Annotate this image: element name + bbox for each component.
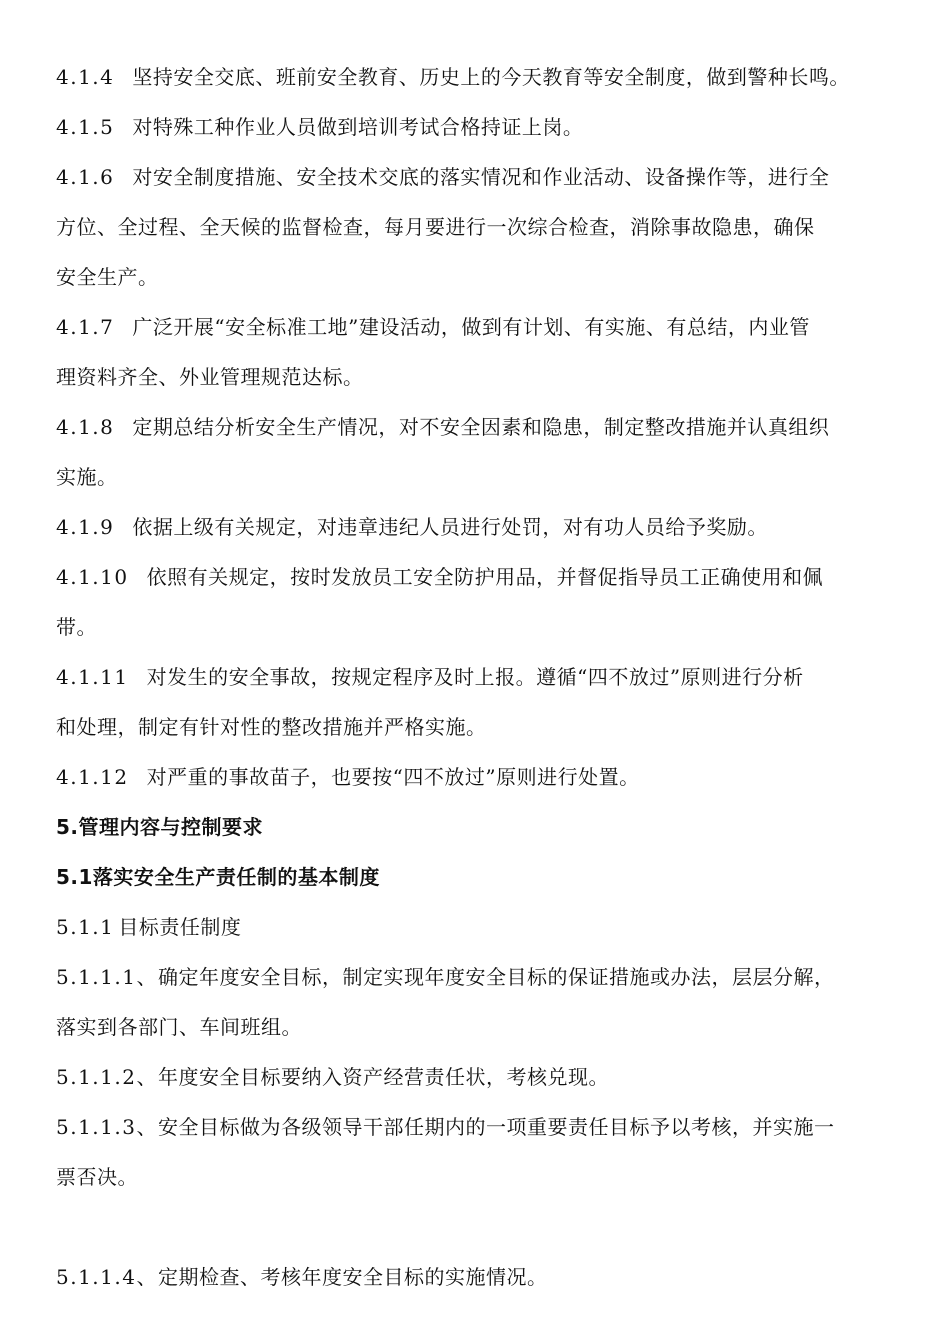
clause-text-continued: 理资料齐全、外业管理规范达标。 (56, 365, 364, 389)
clause-text: 对发生的安全事故，按规定程序及时上报。遵循“四不放过”原则进行分析 (146, 665, 804, 689)
clause-number: 4.1.10 (56, 565, 129, 589)
clause-text-continued: 带。 (56, 615, 97, 639)
item-number: 5.1.1.4、 (56, 1265, 158, 1289)
item-number: 5.1.1.1、 (56, 965, 158, 989)
item-text-continued: 票否决。 (56, 1165, 138, 1189)
clause-text: 广泛开展“安全标准工地”建设活动，做到有计划、有实施、有总结，内业管 (132, 315, 810, 339)
section-heading-5-1: 5.1落实安全生产责任制的基本制度 (56, 865, 380, 889)
clause-text: 对安全制度措施、安全技术交底的落实情况和作业活动、设备操作等，进行全 (132, 165, 830, 189)
paragraph-4-1-8 (56, 402, 906, 502)
clause-text-continued: 和处理，制定有针对性的整改措施并严格实施。 (56, 715, 487, 739)
item-text: 安全目标做为各级领导干部任期内的一项重要责任目标予以考核，并实施一 (157, 1115, 835, 1139)
item-5-1-1-2 (56, 1052, 906, 1102)
paragraph-4-1-7 (56, 302, 906, 402)
clause-text-continued: 方位、全过程、全天候的监督检查，每月要进行一次综合检查，消除事故隐患，确保 (56, 215, 815, 239)
item-text: 确定年度安全目标，制定实现年度安全目标的保证措施或办法，层层分解， (157, 965, 835, 989)
item-5-1-1-3 (56, 1102, 906, 1202)
subsection-title: 目标责任制度 (118, 915, 242, 939)
item-5-1-1-1 (56, 952, 906, 1052)
paragraph-4-1-12 (56, 752, 906, 802)
clause-text-continued: 安全生产。 (56, 265, 159, 289)
clause-text: 坚持安全交底、班前安全教育、历史上的今天教育等安全制度，做到警种长鸣。 (132, 65, 850, 89)
clause-text: 对严重的事故苗子，也要按“四不放过”原则进行处置。 (146, 765, 640, 789)
item-text: 年度安全目标要纳入资产经营责任状，考核兑现。 (157, 1065, 609, 1089)
item-5-1-1-4 (56, 1252, 906, 1302)
clause-number: 4.1.11 (56, 665, 129, 689)
paragraph-4-1-6 (56, 152, 906, 302)
paragraph-4-1-5 (56, 102, 906, 152)
clause-text: 定期总结分析安全生产情况，对不安全因素和隐患，制定整改措施并认真组织 (132, 415, 830, 439)
clause-text: 依照有关规定，按时发放员工安全防护用品，并督促指导员工正确使用和佩 (146, 565, 824, 589)
clause-number: 4.1.4 (56, 65, 115, 89)
paragraph-4-1-10 (56, 552, 906, 652)
section-heading-5: 5.管理内容与控制要求 (56, 815, 264, 839)
clause-text: 对特殊工种作业人员做到培训考试合格持证上岗。 (132, 115, 584, 139)
clause-number: 4.1.8 (56, 415, 115, 439)
item-number: 5.1.1.2、 (56, 1065, 158, 1089)
item-text: 定期检查、考核年度安全目标的实施情况。 (157, 1265, 548, 1289)
subsection-number: 5.1.1 (56, 915, 115, 939)
paragraph-4-1-9 (56, 502, 906, 552)
paragraph-4-1-4 (56, 52, 906, 102)
clause-text-continued: 实施。 (56, 465, 118, 489)
document-page (56, 52, 906, 1302)
clause-number: 4.1.9 (56, 515, 115, 539)
clause-number: 4.1.7 (56, 315, 115, 339)
blank-line (56, 1202, 906, 1252)
clause-text: 依据上级有关规定，对违章违纪人员进行处罚，对有功人员给予奖励。 (132, 515, 768, 539)
clause-number: 4.1.6 (56, 165, 115, 189)
clause-number: 4.1.12 (56, 765, 129, 789)
item-text-continued: 落实到各部门、车间班组。 (56, 1015, 302, 1039)
clause-number: 4.1.5 (56, 115, 115, 139)
item-number: 5.1.1.3、 (56, 1115, 158, 1139)
paragraph-4-1-11 (56, 652, 906, 752)
subsection-5-1-1 (56, 902, 906, 952)
